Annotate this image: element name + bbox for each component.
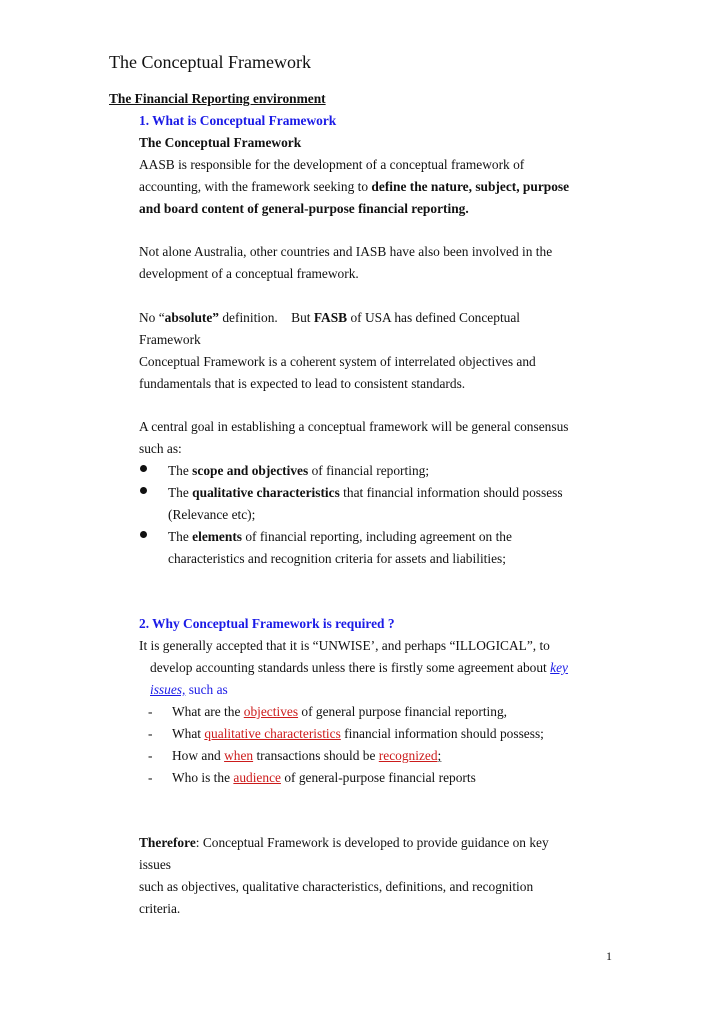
bullet-dot (140, 531, 147, 538)
paragraph-line: Conceptual Framework is a coherent system of interrelated objectives and (139, 354, 536, 369)
bold-text: qualitative characteristics (192, 485, 340, 500)
paragraph-line: fundamentals that is expected to lead to consistent standards. (139, 376, 466, 391)
text-run: The (168, 463, 193, 478)
text-run: The (168, 485, 193, 500)
bold-text: define the nature, subject, purpose (371, 179, 570, 194)
paragraph-line: and board content of general-purpose financial reporting. (139, 201, 469, 216)
paragraph-line: criteria. (139, 901, 181, 916)
text-run: transactions should be (253, 748, 379, 763)
paragraph-line: issues (139, 857, 171, 872)
page-number: 1 (606, 949, 612, 963)
text-run: of general-purpose financial reports (280, 770, 476, 785)
dash-item (172, 723, 544, 745)
paragraph-line: It is generally accepted that it is “UNWISE’, and perhaps “ILLOGICAL”, to (139, 638, 550, 653)
paragraph-line (139, 176, 569, 198)
paragraph-line: development of a conceptual framework. (139, 266, 359, 281)
paragraph-line (139, 832, 549, 854)
bullet-continuation: (Relevance etc); (168, 507, 256, 522)
marked-term: recognized (378, 748, 438, 763)
paragraph-line (150, 657, 568, 679)
text-run: of financial reporting, including agreement on the (242, 529, 512, 544)
dash-marker: - (148, 770, 153, 785)
text-run: of USA has defined Conceptual (347, 310, 521, 325)
bold-text: scope and objectives (192, 463, 309, 478)
paragraph-line: A central goal in establishing a conceptual framework will be general consensus (139, 419, 569, 434)
text-run: How and (172, 748, 225, 763)
bullet-item (168, 482, 563, 504)
document-title: The Conceptual Framework (109, 52, 311, 72)
bullet-continuation: characteristics and recognition criteria for assets and liabilities; (168, 551, 506, 566)
text-run: accounting, with the framework seeking to (139, 179, 372, 194)
bold-text: elements (192, 529, 242, 544)
subheading-cf: The Conceptual Framework (139, 135, 302, 150)
dash-item (172, 767, 476, 789)
text-run: The (168, 529, 193, 544)
paragraph-line (150, 679, 228, 701)
key-issues-link: key (550, 660, 568, 675)
dash-marker: - (148, 748, 153, 763)
text-run: financial information should possess; (340, 726, 544, 741)
text-run: of financial reporting; (308, 463, 430, 478)
heading-why-cf: 2. Why Conceptual Framework is required ? (139, 616, 395, 631)
heading-what-is-cf: 1. What is Conceptual Framework (139, 113, 337, 128)
marked-term: audience (233, 770, 281, 785)
bold-text: FASB (313, 310, 348, 325)
dash-item (172, 701, 507, 723)
section-heading: The Financial Reporting environment (109, 91, 326, 106)
dash-marker: - (148, 726, 153, 741)
paragraph-line: such as objectives, qualitative characteristics, definitions, and recognition (139, 879, 534, 894)
paragraph-line: Not alone Australia, other countries and IASB have also been involved in the (139, 244, 553, 259)
key-issues-link: issues, (150, 682, 186, 697)
bullet-item (168, 460, 429, 482)
marked-term: when (224, 748, 254, 763)
bold-text: absolute” (164, 310, 219, 325)
text-run: What are the (172, 704, 244, 719)
text-run: What (172, 726, 205, 741)
text-run: of general purpose financial reporting, (298, 704, 508, 719)
text-run: definition. But (219, 310, 314, 325)
dash-item (172, 745, 441, 767)
bullet-dot (140, 487, 147, 494)
dash-marker: - (148, 704, 153, 719)
marked-term: objectives (243, 704, 299, 719)
text-run: No “ (139, 310, 165, 325)
text-run: such as (185, 682, 228, 697)
paragraph-line: Framework (139, 332, 201, 347)
paragraph-line (139, 307, 520, 329)
marked-term: qualitative characteristics (204, 726, 341, 741)
text-run: that financial information should possess (339, 485, 563, 500)
text-run: : Conceptual Framework is developed to provide guidance on key (195, 835, 549, 850)
text-run: develop accounting standards unless there is firstly some agreement about (150, 660, 551, 675)
text-run: ; (437, 748, 442, 763)
text-run: Who is the (172, 770, 234, 785)
bullet-dot (140, 465, 147, 472)
paragraph-line: such as: (139, 441, 182, 456)
bold-text: Therefore (139, 835, 196, 850)
paragraph-line: AASB is responsible for the development of a conceptual framework of (139, 157, 525, 172)
bullet-item (168, 526, 512, 548)
